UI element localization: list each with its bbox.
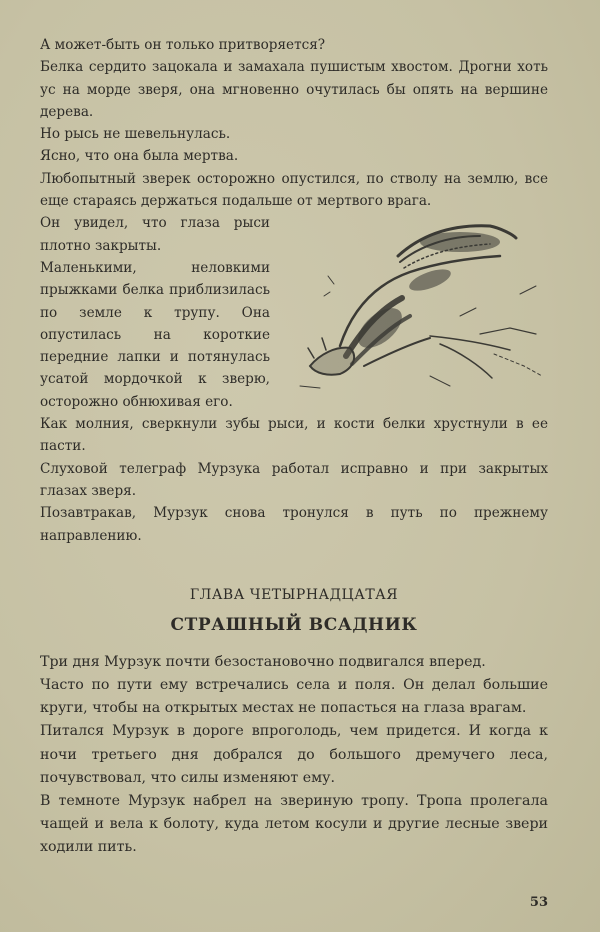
paragraph: Ясно, что она была мертва. — [40, 148, 239, 165]
text-block-top — [40, 34, 548, 547]
chapter-title: СТРАШНЫЙ ВСАДНИК — [170, 614, 418, 635]
lynx-illustration — [280, 216, 562, 412]
paragraph: В темноте Мурзук набрел на звериную тропу. Тропа пролегала чащей и вела к болоту, куда летом косули и другие лесные звери ходили пить. — [40, 793, 548, 856]
page-number: 53 — [529, 895, 548, 910]
paragraph: Любопытный зверек осторожно опустился, по стволу на землю, все еще стараясь держаться подальше от мертвого врага. — [40, 170, 548, 210]
paragraph: Часто по пути ему встречались села и поля. Он делал большие круги, чтобы на открытых местах не попасться на глаза врагам. — [40, 677, 548, 717]
paragraph: Питался Мурзук в дороге впроголодь, чем придется. И когда к ночи третьего дня добрался до большого дремучего леса, почувствовал, что силы изменяют ему. — [40, 723, 548, 786]
paragraph: Слуховой телеграф Мурзука работал исправно и при закрытых глазах зверя. — [40, 460, 548, 499]
chapter-heading: ГЛАВА ЧЕТЫРНАДЦАТАЯ — [189, 586, 399, 603]
paragraph: Но рысь не шевельнулась. — [40, 126, 231, 143]
paragraph: Три дня Мурзук почти безостановочно подвигался вперед. — [40, 653, 486, 670]
paragraph: Как молния, сверкнули зубы рыси, и кости белки хрустнули в ее пасти. — [40, 416, 548, 455]
paragraph: Он увидел, что глаза рыси плотно закрыты. — [40, 215, 270, 254]
text-block-chapter — [40, 651, 548, 860]
lynx-lying-sketch-icon — [280, 216, 562, 412]
paragraph: Маленькими, неловкими прыжками белка приблизилась по земле к трупу. Она опустилась на короткие передние лапки и потянулась усатой мордочкой к зверю, осторожно обнюхивая его. — [40, 259, 270, 410]
paragraph: Позавтракав, Мурзук снова тронулся в путь по прежнему направлению. — [40, 505, 548, 544]
paragraph: А может-быть он только притворяется? — [40, 37, 326, 53]
paragraph: Белка сердито зацокала и замахала пушистым хвостом. Дрогни хоть ус на морде зверя, она мгновенно очутилась бы опять на вершине дерева. — [40, 59, 548, 120]
